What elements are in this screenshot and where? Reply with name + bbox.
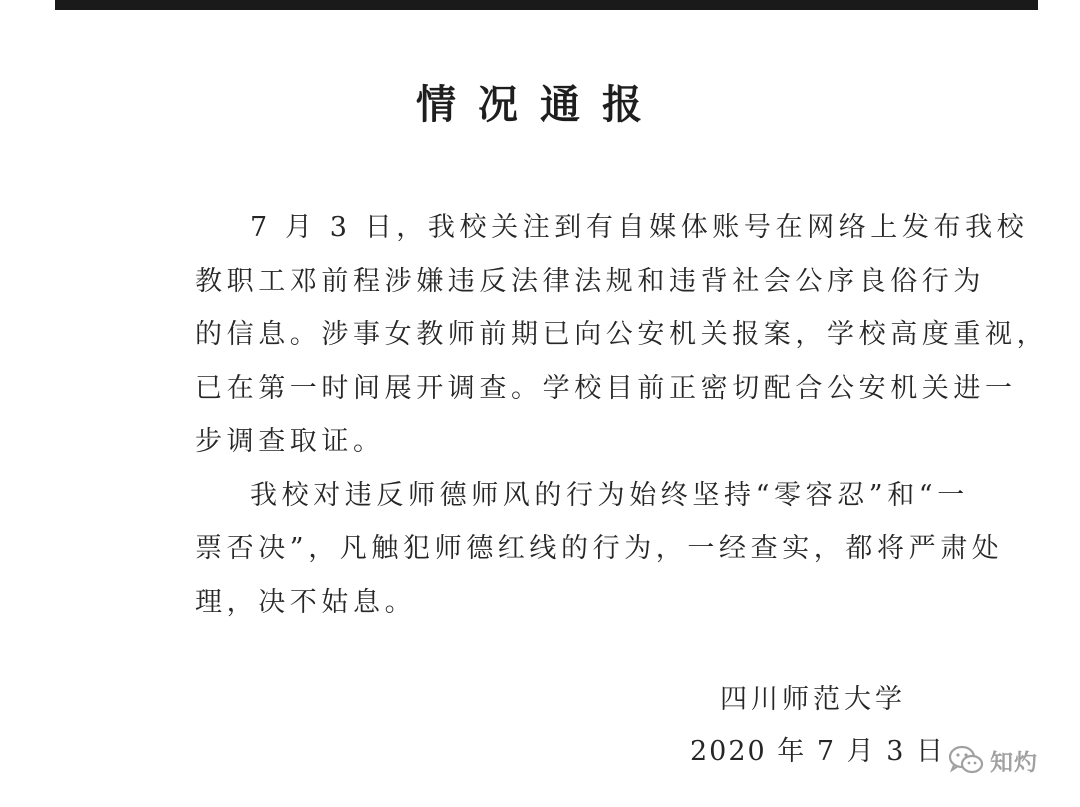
signature-date: 2020 年 7 月 3 日 [690, 736, 945, 767]
text-line: 我校对违反师德师风的行为始终坚持“零容忍”和“一 [250, 479, 969, 511]
text-line: 理，决不姑息。 [195, 586, 417, 618]
paragraph-2 [195, 469, 1004, 630]
watermark-text: 知灼 [990, 749, 1038, 776]
watermark [948, 740, 1038, 780]
text-line: 的信息。涉事女教师前期已向公安机关报案，学校高度重视， [195, 319, 1049, 350]
text-line: 教职工邓前程涉嫌违反法律法规和违背社会公序良俗行为 [195, 265, 985, 297]
document-title: 情况通报 [416, 81, 664, 128]
signature-organization: 四川师范大学 [720, 684, 906, 715]
wechat-icon [948, 745, 984, 775]
text-line: 票否决”，凡触犯师德红线的行为，一经查实，都将严肃处 [195, 533, 1004, 564]
paragraph-1 [195, 201, 1049, 469]
text-line: 步调查取证。 [195, 426, 385, 457]
text-line: 已在第一时间展开调查。学校目前正密切配合公安机关进一 [195, 372, 1017, 404]
top-bar [55, 0, 1038, 10]
document-body [195, 201, 1049, 629]
text-line: 7 月 3 日，我校关注到有自媒体账号在网络上发布我校 [250, 212, 1029, 243]
